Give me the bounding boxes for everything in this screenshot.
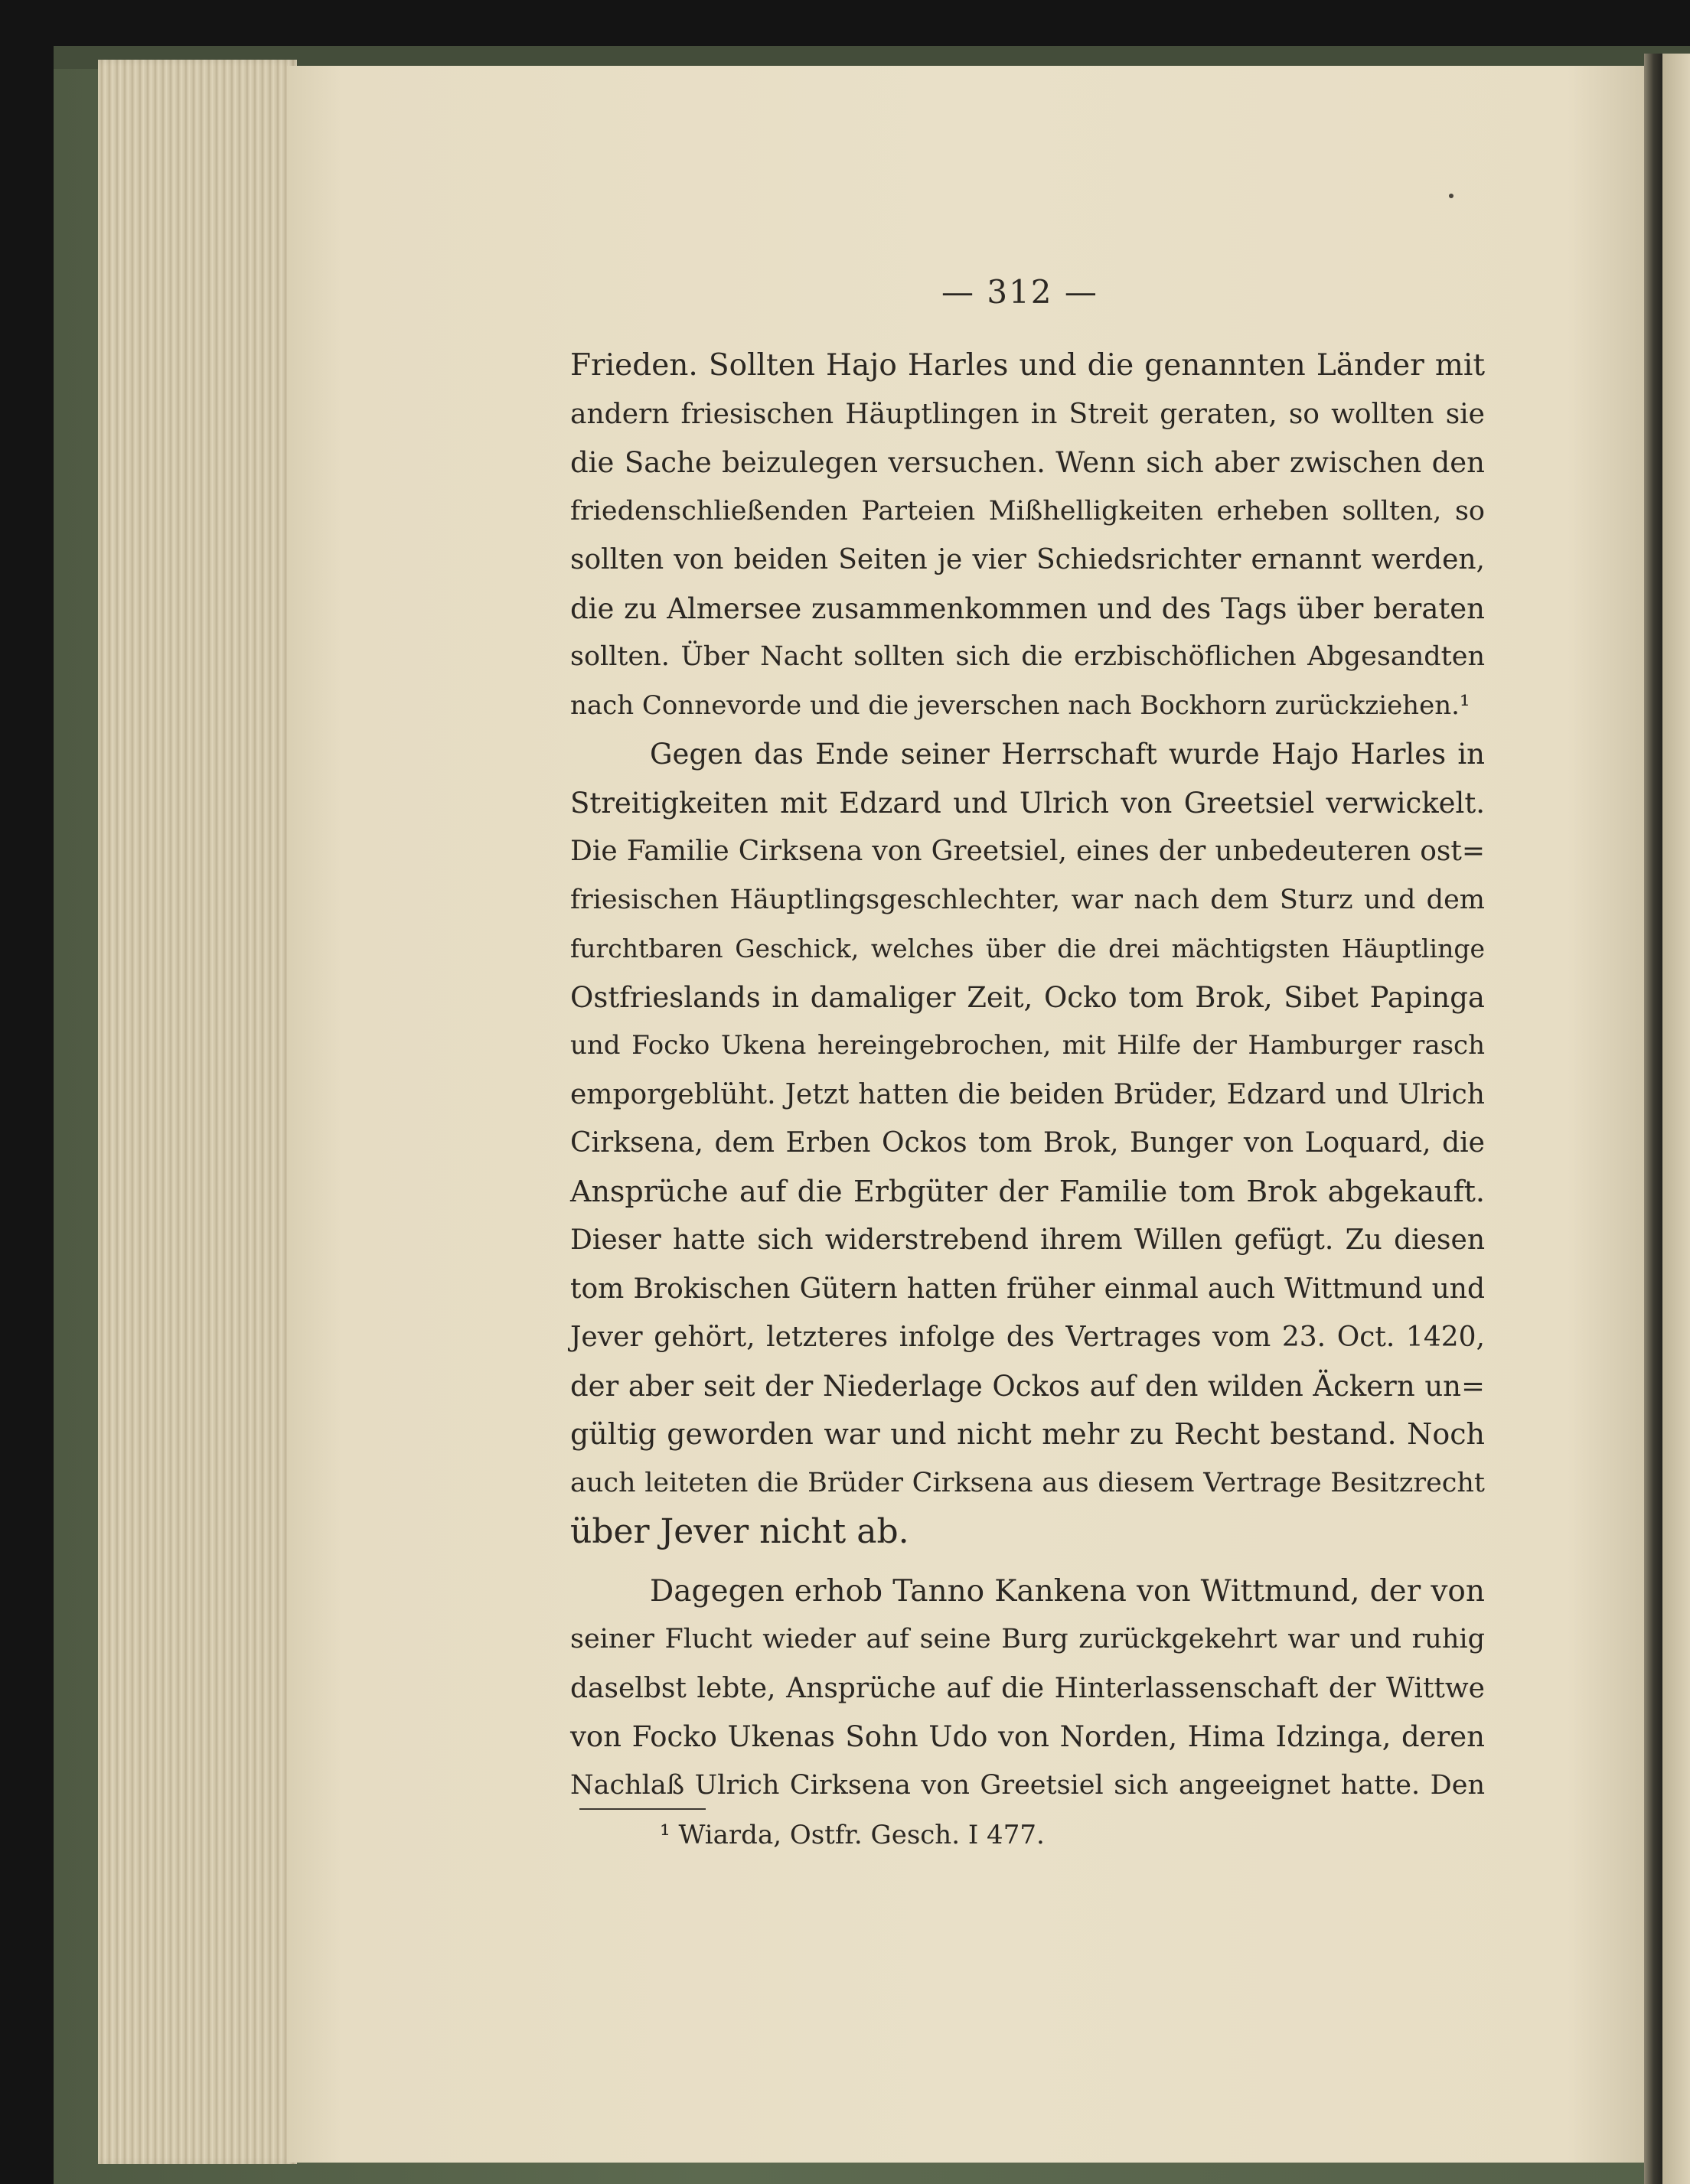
text-line: nach Connevorde und die jeverschen nach Bockhorn zurückziehen.¹ xyxy=(570,689,1470,721)
text-line: sollten. Über Nacht sollten sich die erzbischöflichen Abgesandten xyxy=(570,641,1485,672)
facing-page-edge xyxy=(1662,54,1690,2184)
text-line: Ostfrieslands in damaliger Zeit, Ocko tom Brok, Sibet Papinga xyxy=(570,980,1485,1014)
page-number: — 312 — xyxy=(941,273,1098,311)
text-line: gültig geworden war und nicht mehr zu Recht bestand. Noch xyxy=(570,1417,1485,1451)
text-line: sollten von beiden Seiten je vier Schiedsrichter ernannt werden, xyxy=(570,544,1485,575)
text-line: seiner Flucht wieder auf seine Burg zurückgekehrt war und ruhig xyxy=(570,1624,1485,1654)
text-line: die zu Almersee zusammenkommen und des Tags über beraten xyxy=(570,592,1485,625)
text-line: Streitigkeiten mit Edzard und Ulrich von Greetsiel verwickelt. xyxy=(570,786,1485,820)
text-line: Dieser hatte sich widerstrebend ihrem Willen gefügt. Zu diesen xyxy=(570,1224,1485,1256)
text-line: Dagegen erhob Tanno Kankena von Wittmund, der von xyxy=(650,1573,1485,1609)
footnote-rule xyxy=(579,1808,706,1810)
text-line: über Jever nicht ab. xyxy=(570,1512,909,1551)
text-line: Gegen das Ende seiner Herrschaft wurde Hajo Harles in xyxy=(650,738,1485,771)
text-line: auch leiteten die Brüder Cirksena aus diesem Vertrage Besitzrecht xyxy=(570,1467,1485,1498)
text-line: friedenschließenden Parteien Mißhelligkeiten erheben sollten, so xyxy=(570,495,1485,526)
text-line: friesischen Häuptlingsgeschlechter, war nach dem Sturz und dem xyxy=(570,884,1485,915)
text-line: Frieden. Sollten Hajo Harles und die genannten Länder mit xyxy=(570,348,1485,383)
footnote: ¹ Wiarda, Ostfr. Gesch. I 477. xyxy=(660,1820,1045,1850)
paper-speck xyxy=(1449,194,1453,198)
text-line: tom Brokischen Gütern hatten früher einmal auch Wittmund und xyxy=(570,1273,1485,1305)
text-line: Cirksena, dem Erben Ockos tom Brok, Bunger von Loquard, die xyxy=(570,1127,1485,1159)
text-line: emporgeblüht. Jetzt hatten die beiden Brüder, Edzard und Ulrich xyxy=(570,1078,1485,1110)
text-line: der aber seit der Niederlage Ockos auf den wilden Äckern un= xyxy=(570,1369,1485,1403)
text-line: Ansprüche auf die Erbgüter der Familie tom Brok abgekauft. xyxy=(570,1174,1485,1208)
text-line: Die Familie Cirksena von Greetsiel, eines der unbedeuteren ost= xyxy=(570,836,1485,867)
text-line: die Sache beizulegen versuchen. Wenn sich aber zwischen den xyxy=(570,446,1485,479)
body-text xyxy=(570,341,1485,1810)
text-line: Jever gehört, letzteres infolge des Vertrages vom 23. Oct. 1420, xyxy=(570,1322,1485,1353)
text-line: andern friesischen Häuptlingen in Streit geraten, so wollten sie xyxy=(570,398,1485,430)
text-line: Nachlaß Ulrich Cirksena von Greetsiel sich angeeignet hatte. Den xyxy=(570,1769,1485,1801)
text-line: daselbst lebte, Ansprüche auf die Hinterlassenschaft der Wittwe xyxy=(570,1672,1485,1704)
page-edges xyxy=(98,60,297,2164)
text-line: furchtbaren Geschick, welches über die drei mächtigsten Häuptlinge xyxy=(570,934,1485,963)
text-line: und Focko Ukena hereingebrochen, mit Hilfe der Hamburger rasch xyxy=(570,1030,1485,1061)
text-line: von Focko Ukenas Sohn Udo von Norden, Hima Idzinga, deren xyxy=(570,1720,1485,1753)
